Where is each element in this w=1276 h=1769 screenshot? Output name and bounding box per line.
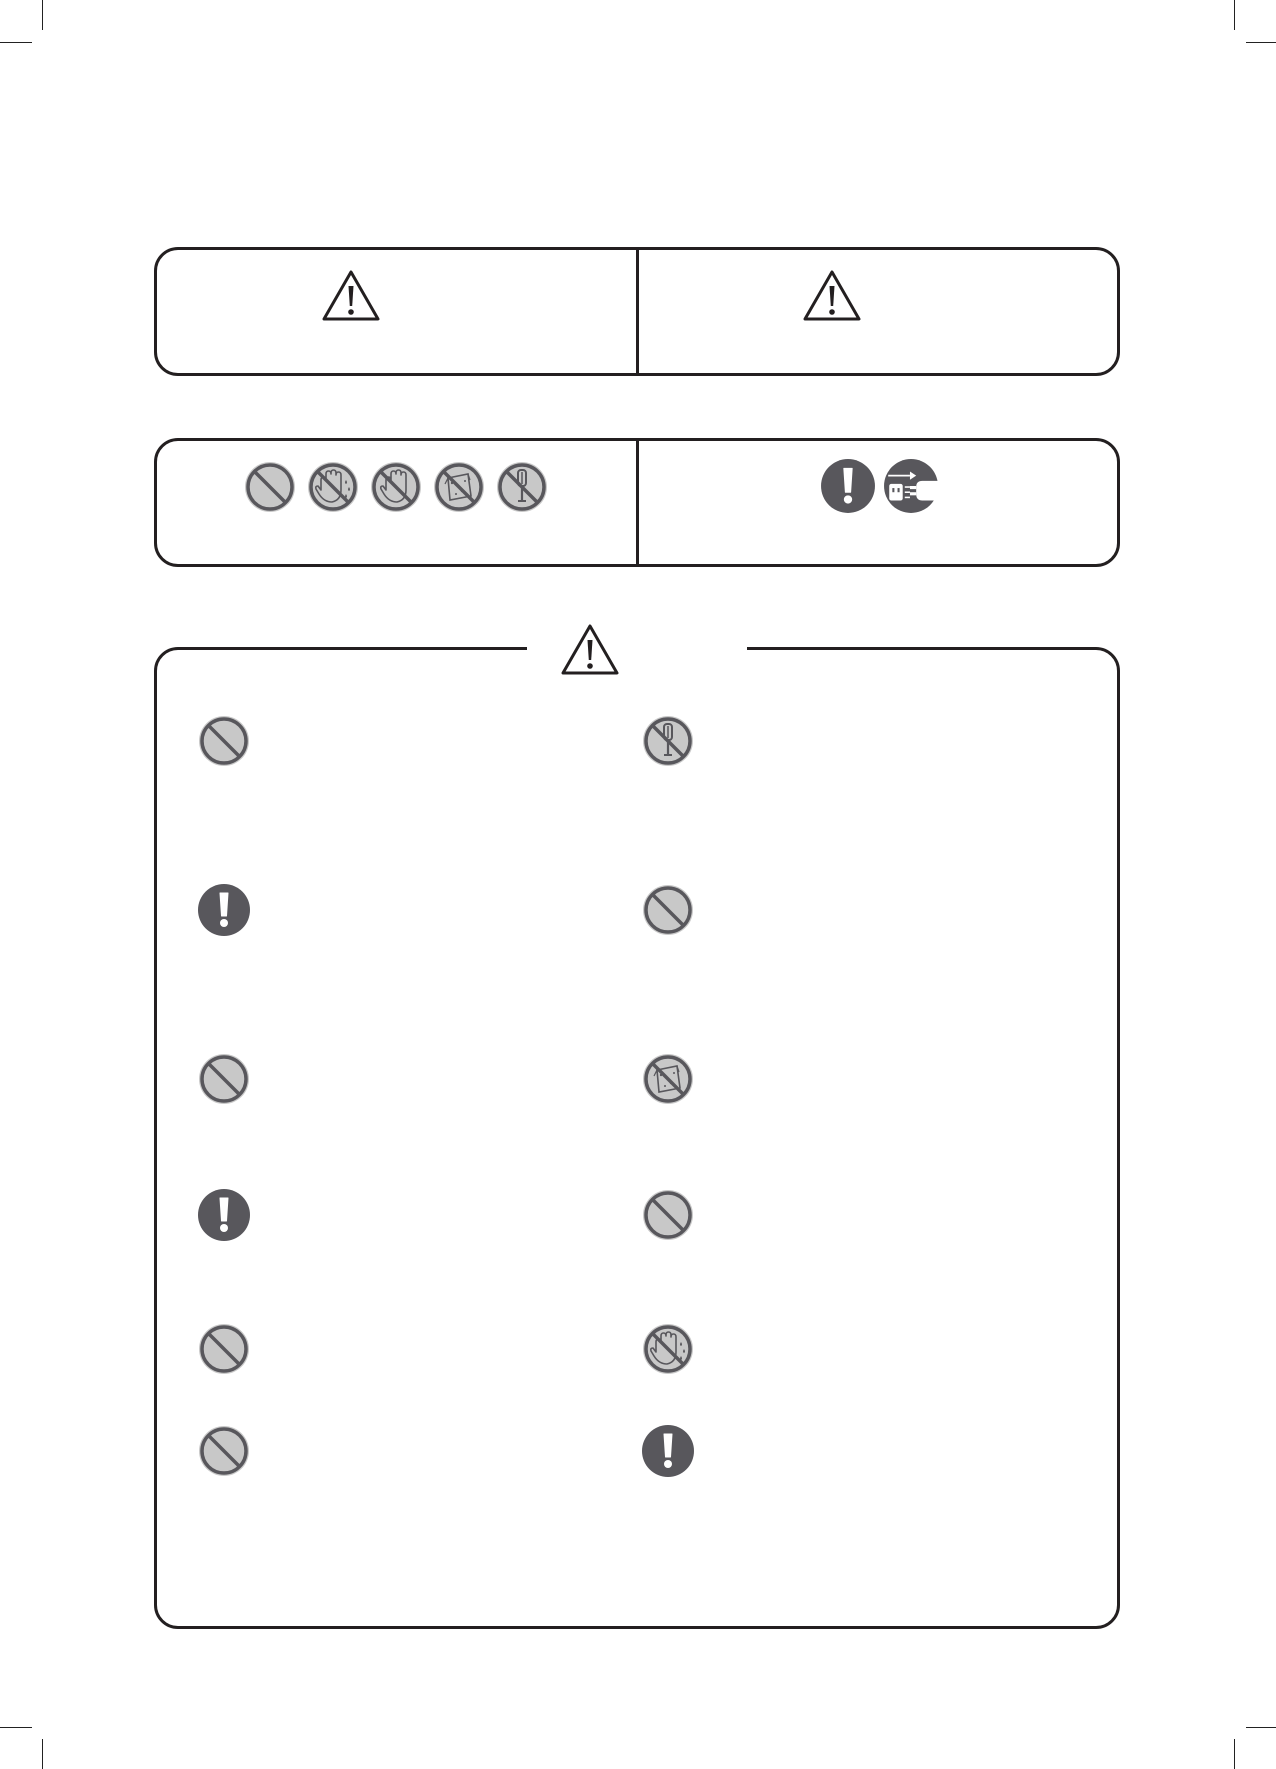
prohibited-icon — [197, 714, 251, 768]
crop-mark — [1234, 1739, 1235, 1769]
unplug-icon — [883, 458, 939, 514]
column-divider — [636, 441, 639, 564]
crop-mark — [1246, 1727, 1276, 1728]
crop-mark — [42, 0, 43, 30]
warning-triangle-icon — [321, 269, 381, 323]
column-divider — [636, 250, 639, 373]
mandatory-action-icon — [641, 1424, 695, 1478]
no-disassembly-icon — [495, 460, 549, 514]
prohibited-icon — [197, 1322, 251, 1376]
mandatory-action-icon — [197, 883, 251, 937]
symbol-legend-box — [154, 438, 1120, 567]
mandatory-action-icon — [197, 1188, 251, 1242]
prohibited-icon — [641, 883, 695, 937]
no-disassembly-icon — [641, 714, 695, 768]
do-not-touch-icon — [369, 460, 423, 514]
mandatory-action-icon — [820, 458, 876, 514]
prohibited-icon — [243, 460, 297, 514]
crop-mark — [42, 1739, 43, 1769]
crop-mark — [0, 42, 32, 43]
prohibited-icon — [197, 1424, 251, 1478]
crop-mark — [1234, 0, 1235, 30]
crop-mark — [1246, 42, 1276, 43]
no-water-icon — [432, 460, 486, 514]
prohibited-icon — [197, 1052, 251, 1106]
no-wet-hands-icon — [641, 1322, 695, 1376]
warnings-box — [154, 647, 1120, 1629]
prohibited-icon — [641, 1188, 695, 1242]
crop-mark — [0, 1727, 32, 1728]
warning-triangle-icon — [802, 269, 862, 323]
warning-triangle-icon — [560, 623, 620, 677]
signal-word-box — [154, 247, 1120, 376]
no-water-icon — [641, 1052, 695, 1106]
no-wet-hands-icon — [306, 460, 360, 514]
